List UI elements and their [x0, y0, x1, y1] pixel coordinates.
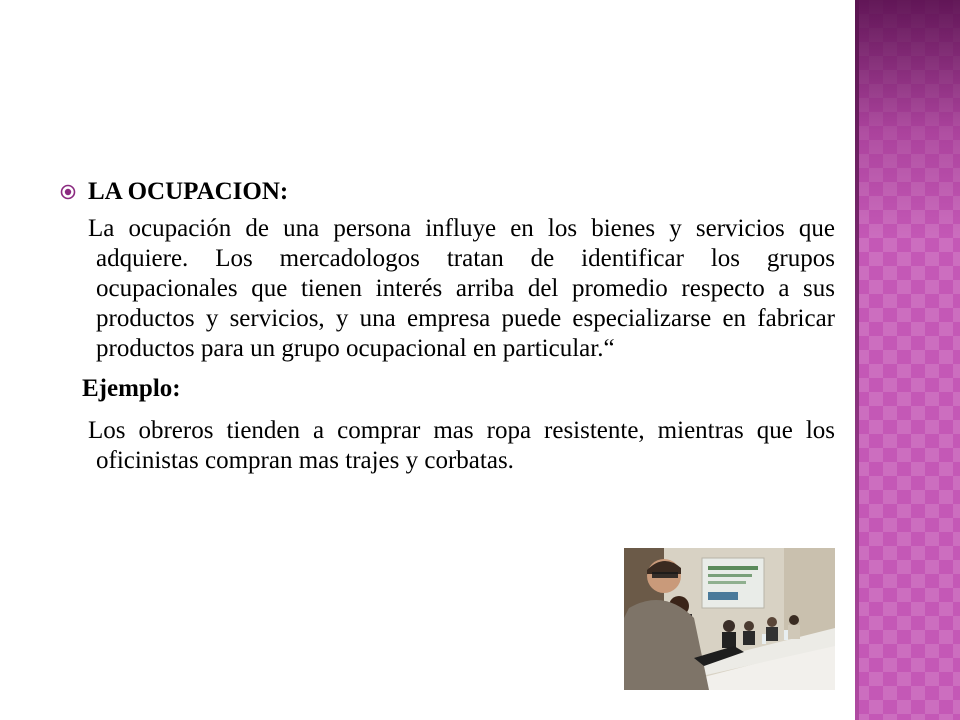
section-heading: LA OCUPACION:	[88, 178, 289, 205]
side-panel-edge	[855, 0, 859, 720]
circle-bullet-icon	[60, 184, 76, 200]
slide-content	[60, 170, 835, 476]
side-panel-shade	[855, 0, 960, 240]
bullet-heading-row	[60, 170, 835, 214]
example-paragraph: Los obreros tienden a comprar mas ropa resistente, mientras que los oficinistas compran mas trajes y corbatas.	[88, 417, 835, 474]
meeting-photo	[624, 548, 835, 690]
occupation-paragraph: La ocupación de una persona influye en los bienes y servicios que adquiere. Los mercadologos tratan de identificar los grupos ocupacionales que tienen interés arriba del promedio respecto a sus productos y servicios, y una empresa puede especializarse en fabricar productos para un grupo ocupacional en particular.“	[88, 215, 835, 362]
example-label: Ejemplo:	[82, 375, 181, 402]
meeting-photo-image	[624, 548, 835, 690]
decorative-side-panel	[855, 0, 960, 720]
